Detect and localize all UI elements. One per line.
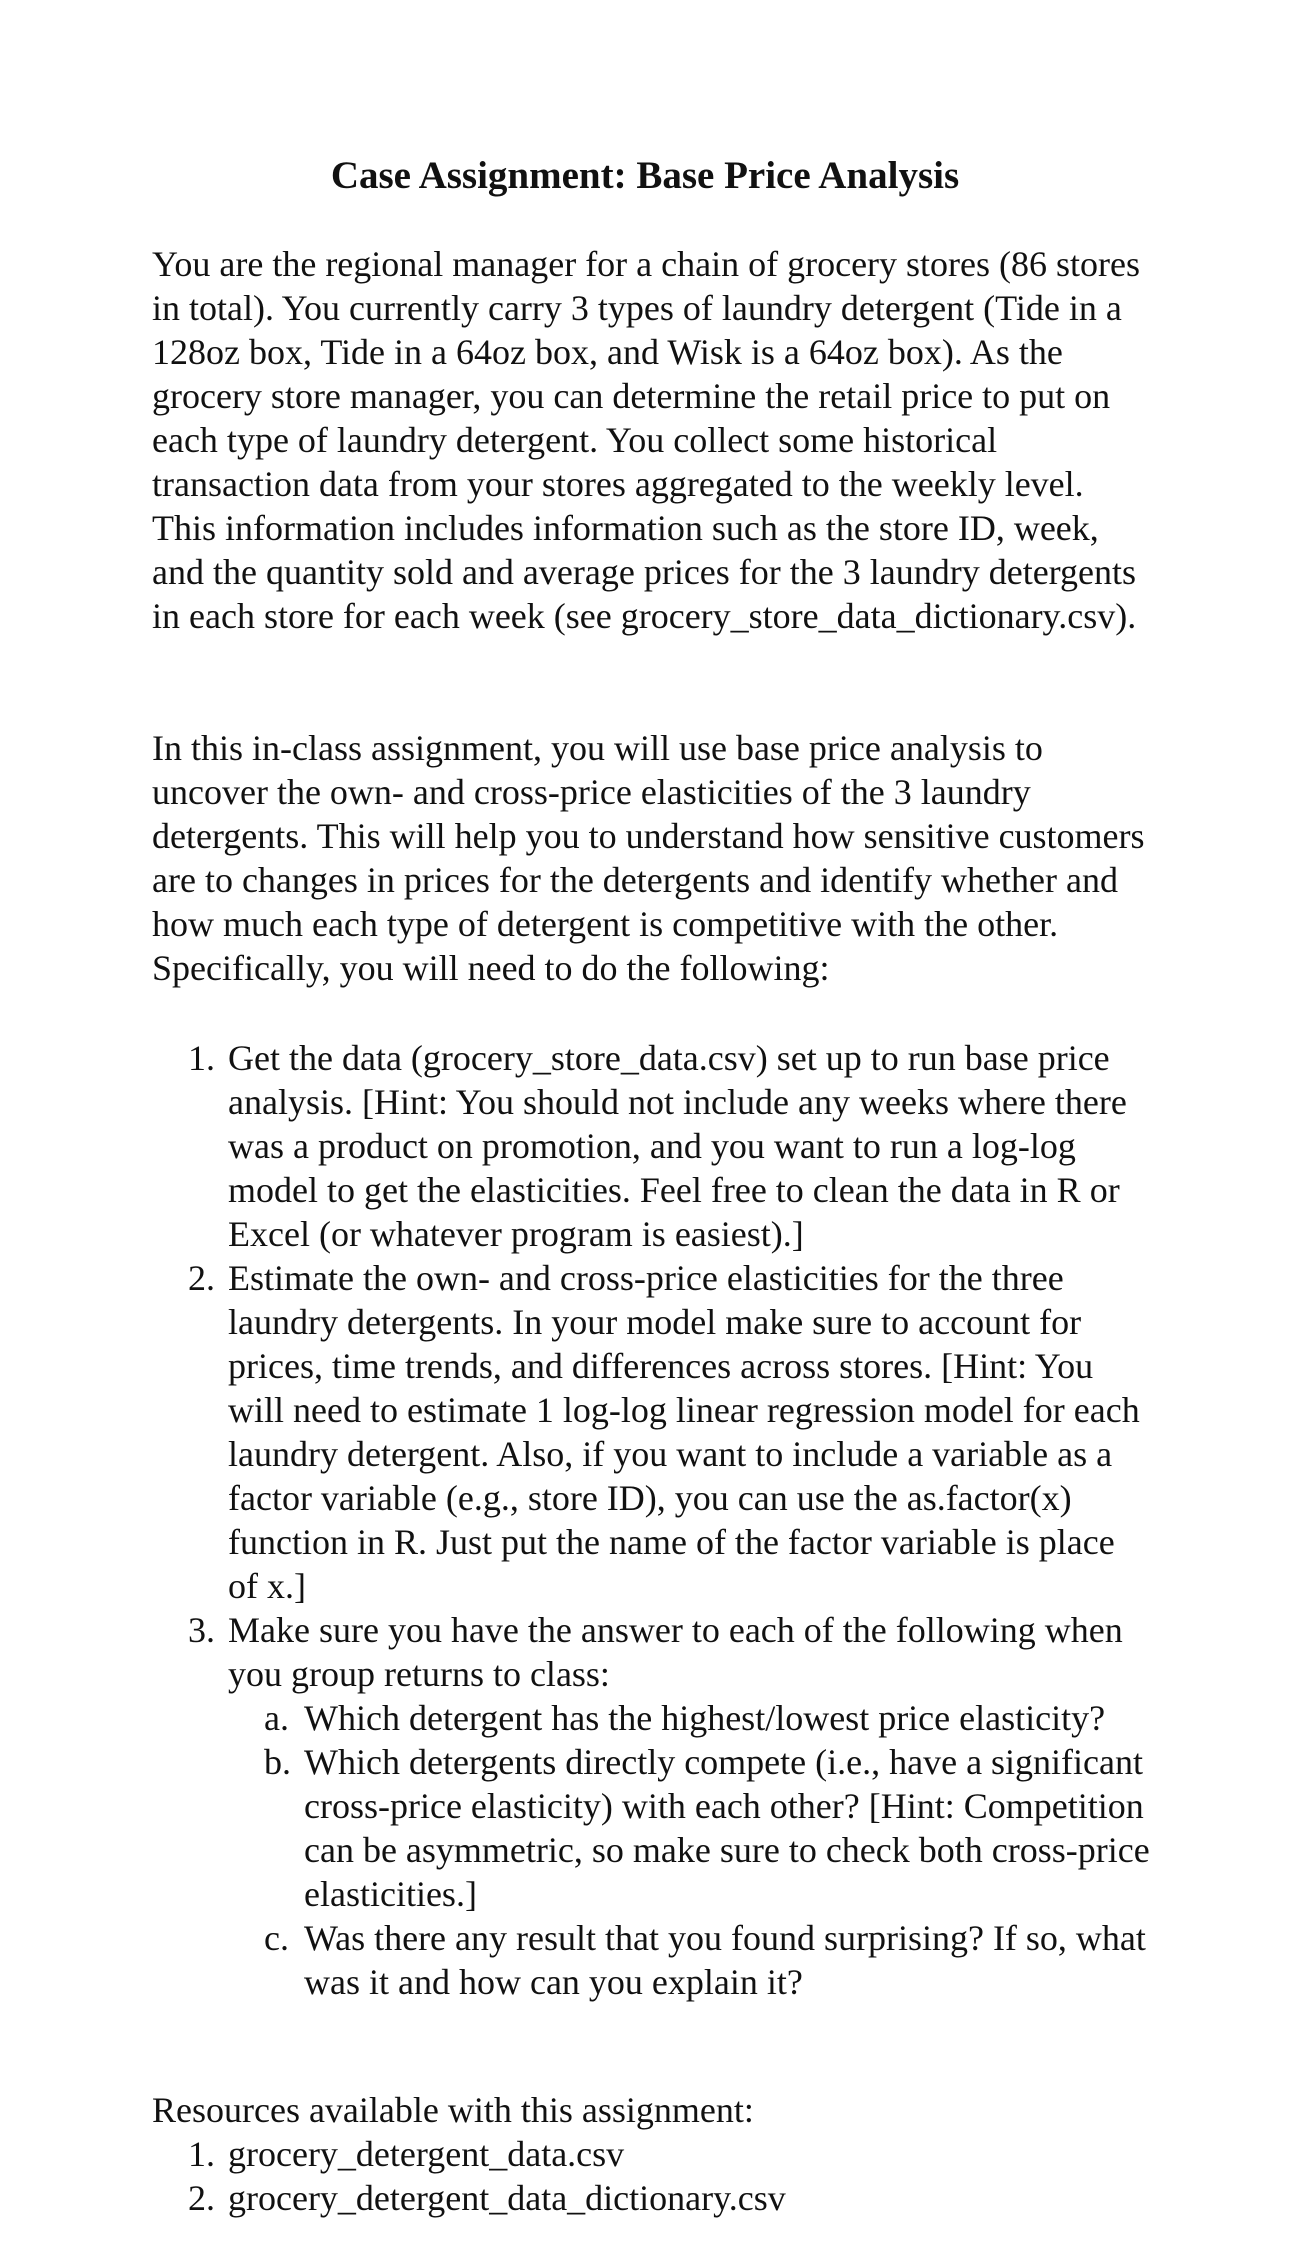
step-marker: 2.	[188, 1258, 215, 1298]
question-marker: c.	[264, 1918, 289, 1958]
resource-marker: 2.	[188, 2178, 215, 2218]
step-item-3	[152, 1608, 1152, 2004]
question-text: Which detergents directly compete (i.e., have a significant cross-price elasticity) with each other? [Hint: Competition can be asymmetric, so make sure to check both cross-price elasticities.]	[304, 1742, 1150, 1914]
intro-paragraph: You are the regional manager for a chain of grocery stores (86 stores in total). You currently carry 3 types of laundry detergent (Tide in a 128oz box, Tide in a 64oz box, and Wisk is a 64oz box). As the grocery store manager, you can determine the retail price to put on each type of laundry detergent. You collect some historical transaction data from your stores aggregated to the weekly level. This information includes information such as the store ID, week, and the quantity sold and average prices for the 3 laundry detergents in each store for each week (see grocery_store_data_dictionary.csv).	[152, 244, 1140, 636]
question-item-a	[228, 1696, 1152, 1740]
question-list	[228, 1696, 1152, 2004]
resource-item	[152, 2132, 1152, 2176]
resource-item	[152, 2176, 1152, 2220]
instructions-paragraph: In this in-class assignment, you will use base price analysis to uncover the own- and cross-price elasticities of the 3 laundry detergents. This will help you to understand how sensitive customers are to changes in prices for the detergents and identify whether and how much each type of detergent is competitive with the other. Specifically, you will need to do the following:	[152, 728, 1145, 988]
step-item-1	[152, 1036, 1152, 1256]
question-text: Was there any result that you found surprising? If so, what was it and how can you explain it?	[304, 1918, 1146, 2002]
step-text: Estimate the own- and cross-price elasticities for the three laundry detergents. In your model make sure to account for prices, time trends, and differences across stores. [Hint: You will need to estimate 1 log-log linear regression model for each laundry detergent. Also, if you want to include a variable as a factor variable (e.g., store ID), you can use the as.factor(x) function in R. Just put the name of the factor variable is place of x.]	[228, 1258, 1140, 1606]
resources-list	[152, 2132, 1152, 2220]
question-item-c	[228, 1916, 1152, 2004]
step-item-2	[152, 1256, 1152, 1608]
question-text: Which detergent has the highest/lowest price elasticity?	[304, 1698, 1106, 1738]
resource-marker: 1.	[188, 2134, 215, 2174]
steps-list	[152, 1036, 1152, 2004]
resources-heading: Resources available with this assignment:	[152, 2090, 754, 2130]
resources-section	[152, 2088, 1152, 2220]
step-text: Get the data (grocery_store_data.csv) set up to run base price analysis. [Hint: You should not include any weeks where there was a product on promotion, and you want to run a log-log model to get the elasticities. Feel free to clean the data in R or Excel (or whatever program is easiest).]	[228, 1038, 1127, 1254]
step-marker: 3.	[188, 1610, 215, 1650]
question-item-b	[228, 1740, 1152, 1916]
question-marker: b.	[264, 1742, 291, 1782]
step-text: Make sure you have the answer to each of the following when you group returns to class:	[228, 1610, 1123, 1694]
resource-filename: grocery_detergent_data_dictionary.csv	[228, 2178, 786, 2218]
resource-filename: grocery_detergent_data.csv	[228, 2134, 625, 2174]
document-title: Case Assignment: Base Price Analysis	[330, 154, 960, 197]
question-marker: a.	[264, 1698, 289, 1738]
step-marker: 1.	[188, 1038, 215, 1078]
